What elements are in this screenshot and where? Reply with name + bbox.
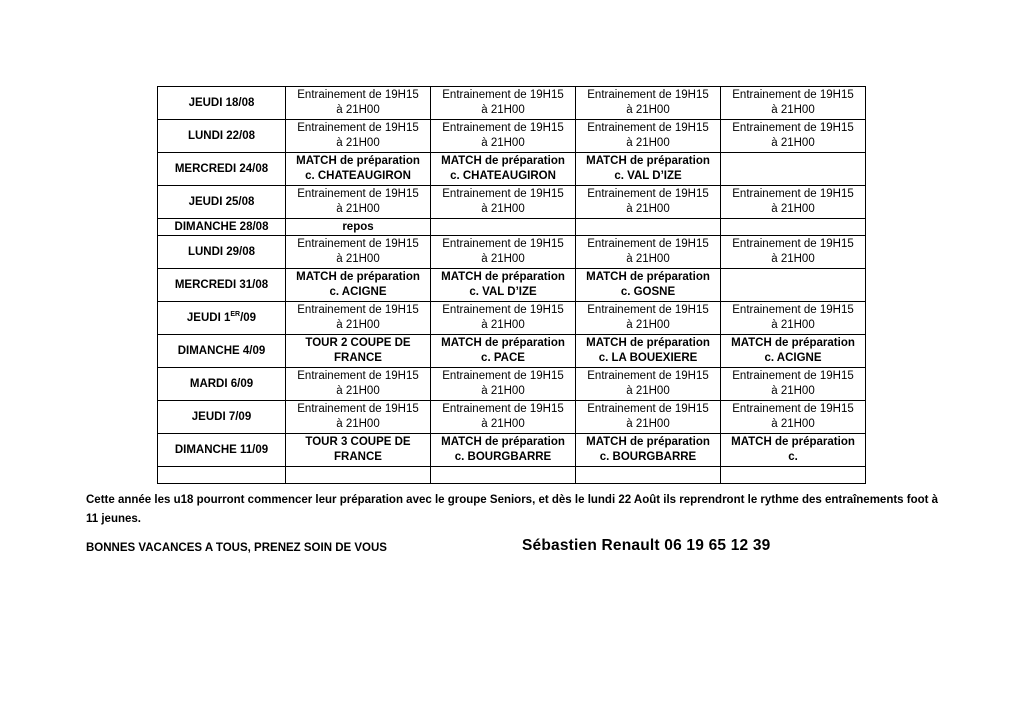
- session-line-2: à 21H00: [336, 385, 380, 397]
- session-cell: [721, 335, 866, 368]
- session-line-2: à 21H00: [481, 253, 525, 265]
- session-line-1: MATCH de préparation: [296, 155, 420, 167]
- table-row: [158, 335, 866, 368]
- session-line-2: à 21H00: [626, 137, 670, 149]
- session-cell: [286, 236, 431, 269]
- day-cell: [158, 401, 286, 434]
- session-line-1: TOUR 3 COUPE DE: [305, 436, 411, 448]
- day-label: LUNDI 29/08: [187, 245, 256, 258]
- session-cell: [576, 302, 721, 335]
- session-cell: [431, 120, 576, 153]
- table-row: [158, 186, 866, 219]
- day-suffix: /09: [240, 311, 257, 324]
- session-cell: [721, 120, 866, 153]
- session-line-1: Entrainement de 19H15: [442, 122, 564, 134]
- farewell-text: BONNES VACANCES A TOUS, PRENEZ SOIN DE VOUS: [86, 542, 387, 554]
- session-line-2: à 21H00: [336, 319, 380, 331]
- table-row: [158, 302, 866, 335]
- day-cell: [158, 219, 286, 236]
- session-line-2: à 21H00: [626, 418, 670, 430]
- session-cell: [286, 335, 431, 368]
- table-row: [158, 236, 866, 269]
- session-cell: [721, 269, 866, 302]
- session-cell: [576, 87, 721, 120]
- session-line-1: MATCH de préparation: [731, 337, 855, 349]
- day-label: JEUDI 25/08: [188, 195, 255, 208]
- session-cell: [286, 219, 431, 236]
- session-cell: [431, 269, 576, 302]
- session-cell: [721, 153, 866, 186]
- session-cell: [721, 186, 866, 219]
- session-line-1: Entrainement de 19H15: [587, 403, 709, 415]
- session-line-2: c. GOSNE: [620, 286, 676, 298]
- session-line-1: Entrainement de 19H15: [297, 238, 419, 250]
- session-line-1: TOUR 2 COUPE DE: [305, 337, 411, 349]
- session-cell: [431, 87, 576, 120]
- day-cell: [158, 467, 286, 484]
- session-line-2: à 21H00: [771, 104, 815, 116]
- session-cell: [576, 434, 721, 467]
- session-cell: [286, 269, 431, 302]
- session-cell: [721, 219, 866, 236]
- session-cell: [576, 186, 721, 219]
- session-line-1: Entrainement de 19H15: [732, 304, 854, 316]
- session-cell: [576, 368, 721, 401]
- session-line-1: Entrainement de 19H15: [732, 122, 854, 134]
- session-line-2: à 21H00: [481, 104, 525, 116]
- session-line-2: c. BOURGBARRE: [599, 451, 697, 463]
- session-cell: [286, 186, 431, 219]
- session-line-2: c. VAL D’IZE: [614, 170, 682, 182]
- session-line-1: MATCH de préparation: [441, 271, 565, 283]
- session-line-2: à 21H00: [626, 104, 670, 116]
- day-cell: [158, 368, 286, 401]
- session-cell: [576, 219, 721, 236]
- session-cell: [431, 302, 576, 335]
- session-line-2: c. LA BOUEXIERE: [598, 352, 698, 364]
- session-line-1: Entrainement de 19H15: [297, 89, 419, 101]
- session-line-2: à 21H00: [771, 137, 815, 149]
- session-cell: [576, 120, 721, 153]
- day-label: LUNDI 22/08: [187, 129, 256, 142]
- day-cell: [158, 186, 286, 219]
- session-line-1: Entrainement de 19H15: [442, 403, 564, 415]
- session-line-2: à 21H00: [336, 253, 380, 265]
- day-cell: [158, 434, 286, 467]
- session-cell: [431, 368, 576, 401]
- day-label: MERCREDI 31/08: [174, 278, 269, 291]
- session-line-1: Entrainement de 19H15: [297, 370, 419, 382]
- session-line-2: c. PACE: [481, 352, 525, 364]
- session-line-2: à 21H00: [336, 137, 380, 149]
- session-line-2: à 21H00: [481, 203, 525, 215]
- session-cell: [721, 467, 866, 484]
- session-line-1: Entrainement de 19H15: [442, 370, 564, 382]
- session-line-2: c. ACIGNE: [764, 352, 822, 364]
- session-line-2: c. CHATEAUGIRON: [305, 170, 411, 182]
- session-cell: [721, 236, 866, 269]
- day-label: DIMANCHE 28/08: [174, 220, 269, 233]
- session-line-1: Entrainement de 19H15: [732, 188, 854, 200]
- session-cell: [721, 401, 866, 434]
- session-line-1: Entrainement de 19H15: [587, 122, 709, 134]
- session-line-2: à 21H00: [771, 319, 815, 331]
- session-line-2: c. CHATEAUGIRON: [450, 170, 556, 182]
- session-line-1: Entrainement de 19H15: [732, 370, 854, 382]
- session-cell: [576, 269, 721, 302]
- training-schedule-table: [157, 86, 866, 484]
- session-line-2: à 21H00: [481, 418, 525, 430]
- session-cell: [576, 236, 721, 269]
- session-line-1: repos: [342, 220, 374, 233]
- day-label: MARDI 6/09: [189, 377, 254, 390]
- session-line-1: Entrainement de 19H15: [732, 238, 854, 250]
- session-cell: [576, 401, 721, 434]
- session-line-2: à 21H00: [481, 385, 525, 397]
- contact-info: Sébastien Renault 06 19 65 12 39: [522, 537, 771, 554]
- session-cell: [431, 434, 576, 467]
- session-line-2: à 21H00: [481, 319, 525, 331]
- session-line-2: à 21H00: [771, 418, 815, 430]
- day-cell: [158, 302, 286, 335]
- session-line-1: MATCH de préparation: [441, 436, 565, 448]
- session-line-1: Entrainement de 19H15: [587, 304, 709, 316]
- session-line-1: Entrainement de 19H15: [587, 238, 709, 250]
- session-cell: [576, 335, 721, 368]
- session-cell: [721, 302, 866, 335]
- table-row: [158, 467, 866, 484]
- day-cell: [158, 153, 286, 186]
- session-line-2: à 21H00: [626, 319, 670, 331]
- day-cell: [158, 120, 286, 153]
- session-cell: [431, 153, 576, 186]
- session-cell: [286, 434, 431, 467]
- session-cell: [286, 467, 431, 484]
- session-line-2: FRANCE: [334, 451, 382, 463]
- session-line-2: à 21H00: [771, 203, 815, 215]
- session-cell: [721, 434, 866, 467]
- session-cell: [721, 87, 866, 120]
- session-line-2: FRANCE: [334, 352, 382, 364]
- session-line-1: Entrainement de 19H15: [297, 304, 419, 316]
- session-line-2: c. ACIGNE: [329, 286, 387, 298]
- session-line-1: Entrainement de 19H15: [442, 89, 564, 101]
- session-line-2: à 21H00: [336, 418, 380, 430]
- session-line-1: Entrainement de 19H15: [442, 238, 564, 250]
- session-line-1: MATCH de préparation: [296, 271, 420, 283]
- session-line-1: Entrainement de 19H15: [442, 188, 564, 200]
- day-label: DIMANCHE 11/09: [174, 443, 269, 456]
- day-label: JEUDI 7/09: [191, 410, 252, 423]
- schedule-body: [158, 87, 866, 484]
- day-cell: [158, 269, 286, 302]
- session-cell: [431, 335, 576, 368]
- session-line-1: MATCH de préparation: [586, 155, 710, 167]
- session-line-2: c.: [788, 451, 798, 463]
- table-row: [158, 269, 866, 302]
- session-line-1: MATCH de préparation: [731, 436, 855, 448]
- session-cell: [431, 219, 576, 236]
- day-label: DIMANCHE 4/09: [177, 344, 266, 357]
- session-line-1: Entrainement de 19H15: [587, 188, 709, 200]
- session-cell: [431, 186, 576, 219]
- session-line-1: MATCH de préparation: [441, 337, 565, 349]
- session-cell: [431, 236, 576, 269]
- table-row: [158, 87, 866, 120]
- table-row: [158, 434, 866, 467]
- session-line-1: MATCH de préparation: [586, 436, 710, 448]
- day-label: JEUDI 18/08: [188, 96, 255, 109]
- table-row: [158, 120, 866, 153]
- day-cell: [158, 87, 286, 120]
- session-line-2: à 21H00: [336, 203, 380, 215]
- table-row: [158, 219, 866, 236]
- session-line-2: à 21H00: [771, 253, 815, 265]
- table-row: [158, 401, 866, 434]
- session-line-1: Entrainement de 19H15: [587, 370, 709, 382]
- session-line-1: Entrainement de 19H15: [297, 188, 419, 200]
- day-label: JEUDI 1: [186, 311, 231, 324]
- session-cell: [286, 120, 431, 153]
- session-line-1: Entrainement de 19H15: [732, 89, 854, 101]
- session-cell: [286, 401, 431, 434]
- session-line-2: à 21H00: [626, 253, 670, 265]
- day-cell: [158, 335, 286, 368]
- session-line-1: Entrainement de 19H15: [297, 403, 419, 415]
- session-line-2: à 21H00: [336, 104, 380, 116]
- session-line-2: à 21H00: [626, 385, 670, 397]
- day-ordinal: ER: [230, 310, 241, 318]
- session-line-1: MATCH de préparation: [586, 337, 710, 349]
- session-line-1: Entrainement de 19H15: [732, 403, 854, 415]
- session-cell: [286, 153, 431, 186]
- session-cell: [576, 153, 721, 186]
- session-cell: [721, 368, 866, 401]
- table-row: [158, 153, 866, 186]
- day-cell: [158, 236, 286, 269]
- session-cell: [286, 302, 431, 335]
- u18-note: Cette année les u18 pourront commencer leur préparation avec le groupe Seniors, et dès le lundi 22 Août ils reprendront le rythme des entraînements foot à 11 jeunes.: [86, 494, 939, 525]
- session-cell: [431, 467, 576, 484]
- session-line-1: Entrainement de 19H15: [442, 304, 564, 316]
- session-line-2: à 21H00: [481, 137, 525, 149]
- table-row: [158, 368, 866, 401]
- session-line-2: à 21H00: [771, 385, 815, 397]
- day-label: MERCREDI 24/08: [174, 162, 269, 175]
- session-line-2: à 21H00: [626, 203, 670, 215]
- session-line-2: c. BOURGBARRE: [454, 451, 552, 463]
- session-line-1: Entrainement de 19H15: [297, 122, 419, 134]
- session-cell: [431, 401, 576, 434]
- session-line-1: MATCH de préparation: [586, 271, 710, 283]
- session-cell: [286, 87, 431, 120]
- session-line-2: c. VAL D’IZE: [469, 286, 537, 298]
- session-line-1: Entrainement de 19H15: [587, 89, 709, 101]
- session-cell: [576, 467, 721, 484]
- session-cell: [286, 368, 431, 401]
- session-line-1: MATCH de préparation: [441, 155, 565, 167]
